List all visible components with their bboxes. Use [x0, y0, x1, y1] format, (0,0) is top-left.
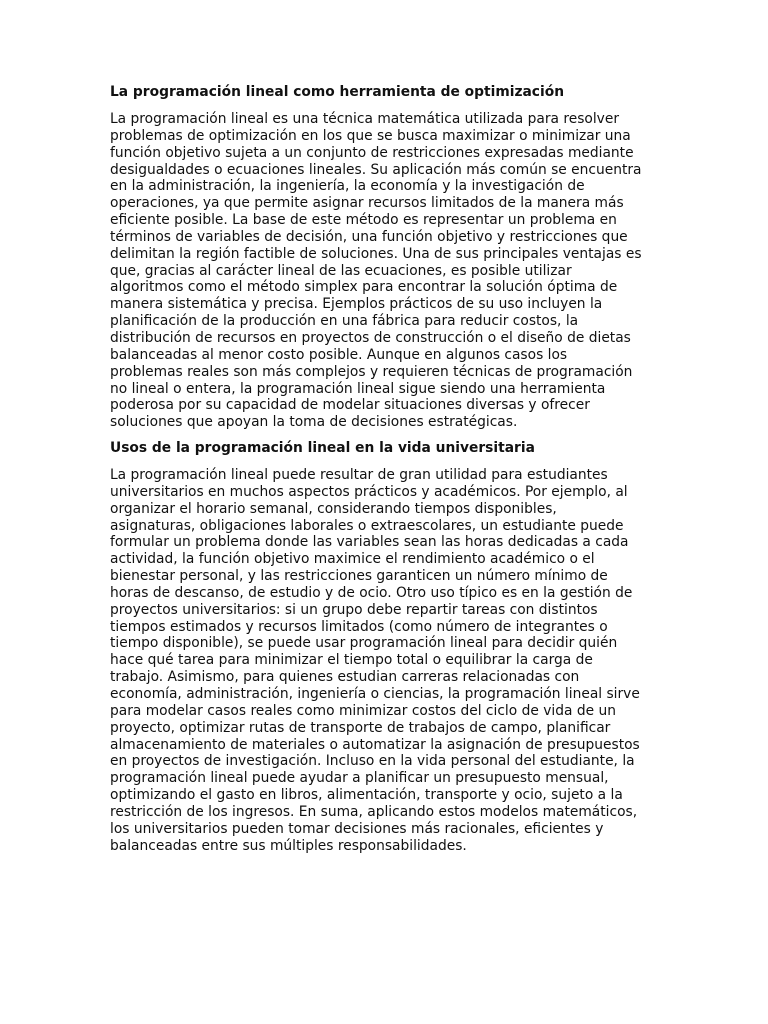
paragraph-line: formular un problema donde las variables sean las horas dedicadas a cada: [110, 534, 629, 551]
paragraph-university-uses: [110, 467, 660, 854]
paragraph-line: La programación lineal es una técnica matemática utilizada para resolver: [110, 111, 619, 127]
paragraph-line: tiempo disponible), se puede usar programación lineal para decidir quién: [110, 635, 618, 652]
paragraph-line: balanceadas entre sus múltiples responsabilidades.: [110, 837, 467, 854]
paragraph-line: eficiente posible. La base de este método es representar un problema en: [110, 212, 617, 229]
document-body: [110, 84, 660, 863]
paragraph-line: que, gracias al carácter lineal de las ecuaciones, es posible utilizar: [110, 262, 572, 279]
paragraph-line: desigualdades o ecuaciones lineales. Su aplicación más común se encuentra: [110, 161, 642, 178]
paragraph-line: para modelar casos reales como minimizar costos del ciclo de vida de un: [110, 702, 616, 719]
paragraph-line: economía, administración, ingeniería o ciencias, la programación lineal sirve: [110, 686, 640, 702]
paragraph-line: función objetivo sujeta a un conjunto de restricciones expresadas mediante: [110, 144, 634, 161]
paragraph-line: manera sistemática y precisa. Ejemplos prácticos de su uso incluyen la: [110, 296, 603, 313]
paragraph-line: problemas de optimización en los que se busca maximizar o minimizar una: [110, 127, 631, 144]
paragraph-line: operaciones, ya que permite asignar recursos limitados de la manera más: [110, 195, 624, 212]
section-heading-optimization: La programación lineal como herramienta de optimización: [110, 84, 565, 100]
paragraph-line: problemas reales son más complejos y requieren técnicas de programación: [110, 363, 633, 380]
paragraph-line: actividad, la función objetivo maximice el rendimiento académico o el: [110, 551, 595, 568]
paragraph-line: programación lineal puede ayudar a planificar un presupuesto mensual,: [110, 770, 609, 787]
paragraph-line: horas de descanso, de estudio y de ocio. Otro uso típico es en la gestión de: [110, 584, 633, 601]
paragraph-optimization: [110, 111, 660, 431]
paragraph-line: en la administración, la ingeniería, la economía y la investigación de: [110, 178, 585, 195]
paragraph-line: La programación lineal puede resultar de gran utilidad para estudiantes: [110, 467, 608, 484]
paragraph-line: algoritmos como el método simplex para encontrar la solución óptima de: [110, 279, 618, 296]
paragraph-line: asignaturas, obligaciones laborales o extraescolares, un estudiante puede: [110, 517, 624, 534]
paragraph-line: planificación de la producción en una fábrica para reducir costos, la: [110, 313, 579, 330]
paragraph-line: delimitan la región factible de soluciones. Una de sus principales ventajas es: [110, 245, 642, 262]
paragraph-line: optimizando el gasto en libros, alimentación, transporte y ocio, sujeto a la: [110, 787, 623, 804]
paragraph-line: balanceadas al menor costo posible. Aunque en algunos casos los: [110, 346, 568, 363]
paragraph-line: los universitarios pueden tomar decisiones más racionales, eficientes y: [110, 820, 604, 837]
paragraph-line: bienestar personal, y las restricciones garanticen un número mínimo de: [110, 568, 608, 585]
section-heading-university-uses: Usos de la programación lineal en la vida universitaria: [110, 440, 535, 457]
paragraph-line: almacenamiento de materiales o automatizar la asignación de presupuestos: [110, 736, 640, 753]
paragraph-line: proyectos universitarios: si un grupo debe repartir tareas con distintos: [110, 601, 598, 618]
paragraph-line: no lineal o entera, la programación lineal sigue siendo una herramienta: [110, 380, 606, 397]
paragraph-line: soluciones que apoyan la toma de decisiones estratégicas.: [110, 414, 518, 431]
paragraph-line: poderosa por su capacidad de modelar situaciones diversas y ofrecer: [110, 397, 590, 414]
paragraph-line: organizar el horario semanal, considerando tiempos disponibles,: [110, 500, 557, 517]
paragraph-line: restricción de los ingresos. En suma, aplicando estos modelos matemáticos,: [110, 803, 638, 820]
paragraph-line: tiempos estimados y recursos limitados (como número de integrantes o: [110, 618, 608, 635]
paragraph-line: distribución de recursos en proyectos de construcción o el diseño de dietas: [110, 329, 631, 346]
paragraph-line: términos de variables de decisión, una función objetivo y restricciones que: [110, 228, 628, 245]
paragraph-line: proyecto, optimizar rutas de transporte de trabajos de campo, planificar: [110, 719, 611, 736]
paragraph-line: universitarios en muchos aspectos prácticos y académicos. Por ejemplo, al: [110, 483, 628, 500]
paragraph-line: en proyectos de investigación. Incluso en la vida personal del estudiante, la: [110, 753, 635, 770]
paragraph-line: hace qué tarea para minimizar el tiempo total o equilibrar la carga de: [110, 652, 593, 669]
paragraph-line: trabajo. Asimismo, para quienes estudian carreras relacionadas con: [110, 669, 580, 686]
